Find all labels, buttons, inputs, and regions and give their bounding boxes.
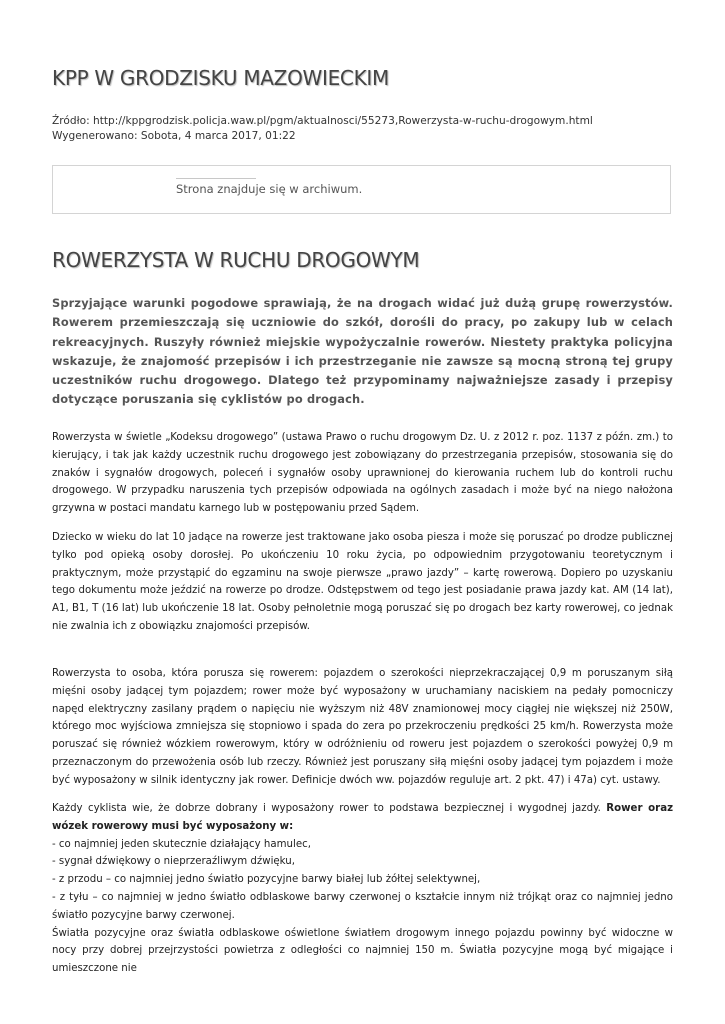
- archive-notice-box: [52, 165, 671, 214]
- paragraph-4-intro: Każdy cyklista wie, że dobrze dobrany i wyposażony rower to podstawa bezpiecznej i wygodnej jazdy.: [52, 803, 607, 814]
- paragraph-4: [52, 800, 673, 978]
- equipment-item: - z tyłu – co najmniej w jedno światło odblaskowe barwy czerwonej o kształcie innym niż trójkąt oraz co najmniej jedno światło pozycyjne barwy czerwonej.: [52, 891, 673, 921]
- equipment-item: - z przodu – co najmniej jedno światło pozycyjne barwy białej lub żółtej selektywnej,: [52, 874, 481, 886]
- document-meta: [52, 114, 593, 143]
- source-line: Źródło: http://kppgrodzisk.policja.waw.pl/pgm/aktualnosci/55273,Rowerzysta-w-ruchu-drogowym.html: [52, 115, 593, 127]
- archive-divider: [176, 178, 256, 179]
- paragraph-1: Rowerzysta w świetle „Kodeksu drogowego” (ustawa Prawo o ruchu drogowym Dz. U. z 2012 r. poz. 1137 z późn. zm.) to kierujący, i tak jak każdy uczestnik ruchu drogowego jest zobowiązany do przestrzegania przepisów, stosowania się do znaków i sygnałów drogowych, poleceń i sygnałów osoby uprawnionej do kierowania ruchem lub do kontroli ruchu drogowego. W przypadku naruszenia tych przepisów odpowiada na ogólnych zasadach i może być na niego nałożona grzywna w postaci mandatu karnego lub w postępowaniu przed Sądem.: [52, 432, 673, 515]
- paragraph-3: Rowerzysta to osoba, która porusza się rowerem: pojazdem o szerokości nieprzekraczającej 0,9 m poruszanym siłą mięśni osoby jadącej tym pojazdem; rower może być wyposażony w uruchamiany naciskiem na pedały pomocniczy napęd elektryczny zasilany prądem o napięciu nie wyższym niż 48V znamionowej mocy ciągłej nie większej niż 250W, którego moc wyjściowa zmniejsza się stopniowo i spada do zera po przekroczeniu prędkości 25 km/h. Rowerzysta może poruszać się również wózkiem rowerowym, który w odróżnieniu od roweru jest pojazdem o szerokości powyżej 0,9 m przeznaczonym do przewożenia osób lub rzeczy. Również jest poruszany siłą mięśni osoby jadącej tym pojazdem i może być wyposażony w silnik identyczny jak rower. Definicje dwóch ww. pojazdów reguluje art. 2 pkt. 47) i 47a) cyt. ustawy.: [52, 668, 673, 786]
- paragraph-2: Dziecko w wieku do lat 10 jadące na rowerze jest traktowane jako osoba piesza i może się poruszać po drodze publicznej tylko pod opieką osoby dorosłej. Po ukończeniu 10 roku życia, po odpowiednim przygotowaniu teoretycznym i praktycznym, może przystąpić do egzaminu na swoje pierwsze „prawo jazdy” – kartę rowerową. Dopiero po uzyskaniu tego dokumentu może jeździć na rowerze po drodze. Odstępstwem od tego jest posiadanie prawa jazdy kat. AM (14 lat), A1, B1, T (16 lat) lub ukończenie 18 lat. Osoby pełnoletnie mogą poruszać się po drogach bez karty rowerowej, co jednak nie zwalnia ich z obowiązku znajomości przepisów.: [52, 532, 673, 632]
- equipment-item: - sygnał dźwiękowy o nieprzeraźliwym dźwięku,: [52, 856, 295, 868]
- site-title: KPP W GRODZISKU MAZOWIECKIM: [52, 66, 389, 90]
- generated-line: Wygenerowano: Sobota, 4 marca 2017, 01:22: [52, 129, 296, 142]
- archive-notice-text: Strona znajduje się w archiwum.: [176, 182, 363, 196]
- paragraph-4-bold: Rower oraz wózek rowerowy musi być wyposażony w:: [52, 803, 673, 832]
- lights-note: Światła pozycyjne oraz światła odblaskowe oświetlone światłem drogowym innego pojazdu powinny być widoczne w nocy przy dobrej przejrzystości powietrza z odległości co najmniej 150 m. Światła pozycyjne mogą być migające i umieszczone nie: [52, 927, 673, 975]
- article-lead: Sprzyjające warunki pogodowe sprawiają, że na drogach widać już dużą grupę rowerzystów. Rowerem przemieszczają się uczniowie do szkół, dorośli do pracy, po zakupy lub w celach rekreacyjnych. Ruszyły również miejskie wypożyczalnie rowerów. Niestety praktyka policyjna wskazuje, że znajomość przepisów i ich przestrzeganie nie zawsze są mocną stroną tej grupy uczestników ruchu drogowego. Dlatego też przypominamy najważniejsze zasady i przepisy dotyczące poruszania się cyklistów po drogach.: [52, 296, 673, 407]
- article-title: ROWERZYSTA W RUCHU DROGOWYM: [52, 248, 420, 272]
- equipment-item: - co najmniej jeden skutecznie działający hamulec,: [52, 838, 311, 850]
